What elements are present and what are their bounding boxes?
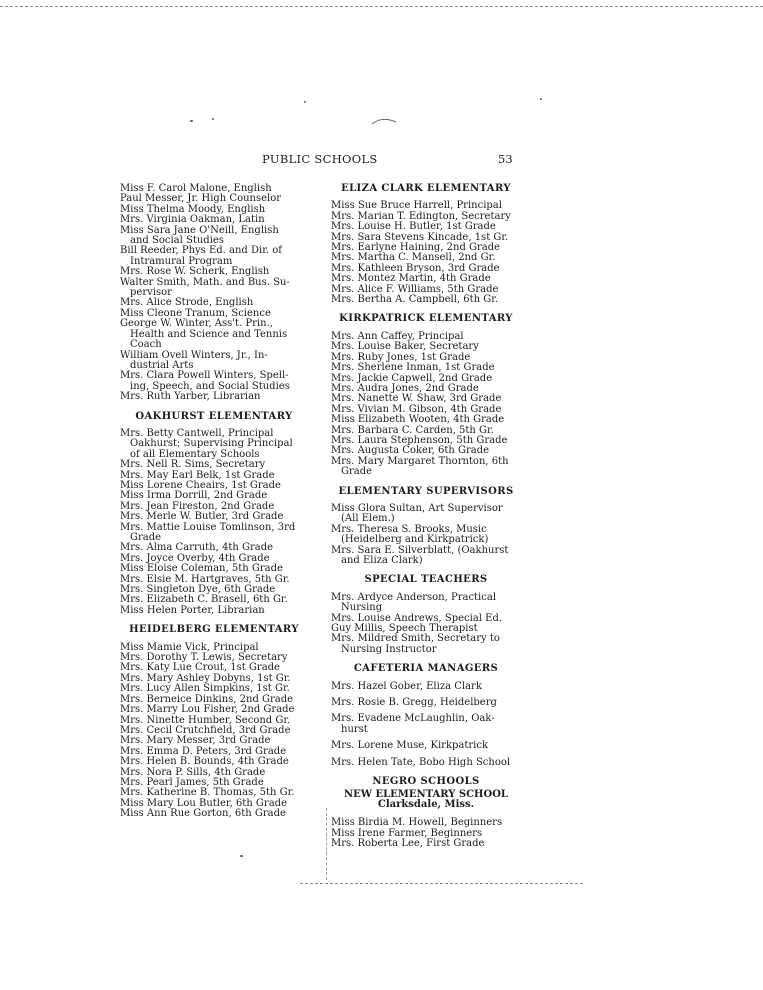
entry-line: Mrs. Elsie M. Hartgraves, 5th Gr. xyxy=(120,573,290,585)
entry-line: Miss Cleone Tranum, Science xyxy=(120,307,271,319)
entry-line: Mrs. Mary Ashley Dobyns, 1st Gr. xyxy=(120,672,291,684)
entry-line: Walter Smith, Math. and Bus. Su- xyxy=(120,276,290,288)
entry-line: Nursing Instructor xyxy=(341,643,437,655)
entry-line: Mrs. Marry Lou Fisher, 2nd Grade xyxy=(120,704,295,716)
section-heading-kirkpatrick: KIRKPATRICK ELEMENTARY xyxy=(339,313,513,325)
top-dashed-rule xyxy=(0,6,763,7)
kirkpatrick-staff-list xyxy=(331,332,521,478)
entry-line: Mrs. Evadene McLaughlin, Oak- xyxy=(331,713,495,725)
entry-line: Mrs. Alice Strode, English xyxy=(120,297,254,309)
entry-line: Mrs. Katy Lue Crout, 1st Grade xyxy=(120,662,280,674)
section-heading-cafeteria: CAFETERIA MANAGERS xyxy=(353,663,499,675)
entry-line: Mrs. Singleton Dye, 6th Grade xyxy=(120,584,276,596)
right-column xyxy=(331,184,521,850)
scan-speck xyxy=(304,101,306,103)
entry-line: Mrs. Jean Fireston, 2nd Grade xyxy=(120,500,275,512)
entry-line: Miss Helen Porter, Librarian xyxy=(120,604,265,616)
entry-line: Paul Messer, Jr. High Counselor xyxy=(120,193,282,205)
entry-line: Mrs. Theresa S. Brooks, Music xyxy=(331,523,487,535)
entry-line: Mrs. Bertha A. Campbell, 6th Gr. xyxy=(331,294,499,306)
entry-line: Guy Millis, Speech Therapist xyxy=(331,623,478,635)
entry-line: William Ovell Winters, Jr., In- xyxy=(120,349,268,361)
entry-line: Miss Glora Sultan, Art Supervisor xyxy=(331,502,503,514)
section-heading-negro-schools: NEGRO SCHOOLS xyxy=(372,776,480,788)
entry-line: Mrs. Katherine B. Thomas, 5th Gr. xyxy=(120,787,295,799)
entry-line: Nursing xyxy=(341,602,383,614)
entry-line: Mrs. Louise Baker, Secretary xyxy=(331,341,479,353)
entry-line: Mrs. Ruby Jones, 1st Grade xyxy=(331,351,471,363)
entry-line: Miss Lorene Cheairs, 1st Grade xyxy=(120,479,281,491)
entry-line: Mrs. Mary Messer, 3rd Grade xyxy=(120,735,271,747)
entry-line: Mrs. Ruth Yarber, Librarian xyxy=(120,391,261,403)
entry-line: Mrs. Nanette W. Shaw, 3rd Grade xyxy=(331,393,502,405)
heidelberg-staff-list xyxy=(120,643,308,820)
oakhurst-staff-list xyxy=(120,429,308,616)
bottom-dashed-rule xyxy=(300,883,583,884)
entry-line: Mrs. Dorothy T. Lewis, Secretary xyxy=(120,652,288,664)
entry-line: Mrs. Martha C. Mansell, 2nd Gr. xyxy=(331,252,496,264)
entry-line: Mrs. Nora P. Sills, 4th Grade xyxy=(120,766,266,778)
entry-line: Mrs. Ann Caffey, Principal xyxy=(331,330,464,342)
entry-line: Mrs. Clara Powell Winters, Spell- xyxy=(120,370,289,382)
entry-line: and Social Studies xyxy=(130,235,224,247)
entry-line: Mrs. Jackie Capwell, 2nd Grade xyxy=(331,372,493,384)
entry-line: Mrs. Vivian M. Gibson, 4th Grade xyxy=(331,403,502,415)
section-heading-special-teachers: SPECIAL TEACHERS xyxy=(364,574,488,586)
entry-line: Mrs. Sherlene Inman, 1st Grade xyxy=(331,362,495,374)
section-heading-heidelberg: HEIDELBERG ELEMENTARY xyxy=(129,624,299,636)
entry-line: Miss Sue Bruce Harrell, Principal xyxy=(331,200,502,212)
subheading-new-elementary: NEW ELEMENTARY SCHOOL xyxy=(344,788,508,800)
entry-line: Mrs. Rose W. Scherk, English xyxy=(120,266,270,278)
scan-speck xyxy=(190,120,193,122)
cafeteria-managers-list xyxy=(331,682,521,768)
entry-line: Mrs. Rosie B. Gregg, Heidelberg xyxy=(331,697,497,709)
entry-line: Mrs. Mildred Smith, Secretary to xyxy=(331,633,500,645)
entry-line: Mrs. Mattie Louise Tomlinson, 3rd xyxy=(120,521,296,533)
entry-line: Miss Mary Lou Butler, 6th Grade xyxy=(120,797,287,809)
entry-line: Mrs. Sara E. Silverblatt, (Oakhurst xyxy=(331,544,509,556)
entry-line: Mrs. Pearl James, 5th Grade xyxy=(120,776,264,788)
entry-line: dustrial Arts xyxy=(130,359,194,371)
entry-line: Mrs. Louise Andrews, Special Ed. xyxy=(331,612,503,624)
entry-line: Mrs. Betty Cantwell, Principal xyxy=(120,427,274,439)
entry-line: and Eliza Clark) xyxy=(341,555,423,566)
subheading-location: Clarksdale, Miss. xyxy=(377,798,475,810)
entry-line: Mrs. Emma D. Peters, 3rd Grade xyxy=(120,745,287,757)
entry-line: Mrs. Sara Stevens Kincade, 1st Gr. xyxy=(331,231,509,243)
entry-line: Mrs. Audra Jones, 2nd Grade xyxy=(331,382,479,394)
entry-line: Grade xyxy=(130,532,162,543)
entry-line: Miss Sara Jane O'Neill, English xyxy=(120,224,279,236)
supervisors-list xyxy=(331,504,521,566)
entry-line: hurst xyxy=(341,723,368,735)
left-column xyxy=(120,184,308,820)
entry-line: Miss Eloise Coleman, 5th Grade xyxy=(120,563,283,575)
entry-line: Mrs. Ninette Humber, Second Gr. xyxy=(120,714,291,726)
entry-line: Miss Elizabeth Wooten, 4th Grade xyxy=(331,414,505,426)
scan-speck xyxy=(240,855,243,857)
entry-line: Mrs. Helen B. Bounds, 4th Grade xyxy=(120,756,289,768)
entry-line: Miss Ann Rue Gorton, 6th Grade xyxy=(120,808,286,820)
entry-line: Mrs. Berneice Dinkins, 2nd Grade xyxy=(120,693,294,705)
section-heading-supervisors: ELEMENTARY SUPERVISORS xyxy=(338,485,514,497)
entry-line: Health and Science and Tennis xyxy=(130,328,288,340)
entry-line: Mrs. Cecil Crutchfield, 3rd Grade xyxy=(120,724,291,736)
running-head: PUBLIC SCHOOLS xyxy=(262,152,378,166)
entry-line: Mrs. Alice F. Williams, 5th Grade xyxy=(331,283,499,295)
entry-line: Intramural Program xyxy=(130,255,233,267)
entry-line: Bill Reeder, Phys Ed. and Dir. of xyxy=(120,245,282,257)
entry-line: Mrs. Louise H. Butler, 1st Grade xyxy=(331,221,496,233)
entry-line: Mrs. Mary Margaret Thornton, 6th xyxy=(331,455,509,467)
gutter-mark xyxy=(326,808,327,880)
entry-line: Mrs. Hazel Gober, Eliza Clark xyxy=(331,680,482,692)
entry-line: Miss Irene Farmer, Beginners xyxy=(331,827,483,839)
entry-line: Mrs. May Earl Belk, 1st Grade xyxy=(120,469,275,481)
entry-line: Mrs. Laura Stephenson, 5th Grade xyxy=(331,434,508,446)
entry-line: (Heidelberg and Kirkpatrick) xyxy=(341,534,489,546)
section-heading-oakhurst: OAKHURST ELEMENTARY xyxy=(135,410,293,422)
entry-line: Mrs. Lucy Allen Simpkins, 1st Gr. xyxy=(120,683,290,695)
entry-line: ing, Speech, and Social Studies xyxy=(130,380,290,392)
entry-line: Mrs. Roberta Lee, First Grade xyxy=(331,838,485,850)
entry-line: Mrs. Merle W. Butler, 3rd Grade xyxy=(120,511,284,523)
entry-line: Miss Irma Dorrill, 2nd Grade xyxy=(120,490,268,502)
entry-line: Mrs. Lorene Muse, Kirkpatrick xyxy=(331,740,489,752)
entry-line: Mrs. Elizabeth C. Brasell, 6th Gr. xyxy=(120,594,288,606)
entry-line: (All Elem.) xyxy=(341,513,395,525)
entry-line: Mrs. Augusta Coker, 6th Grade xyxy=(331,445,490,457)
entry-line: Grade xyxy=(341,466,373,478)
scan-speck xyxy=(540,98,542,100)
entry-line: George W. Winter, Ass't. Prin., xyxy=(120,318,273,330)
eliza-clark-staff-list xyxy=(331,201,521,305)
entry-line: Mrs. Montez Martin, 4th Grade xyxy=(331,273,491,285)
page-number: 53 xyxy=(498,152,513,166)
entry-line: Mrs. Marian T. Edington, Secretary xyxy=(331,210,511,222)
entry-line: Coach xyxy=(130,339,162,351)
special-teachers-list xyxy=(331,593,521,655)
entry-line: Mrs. Barbara C. Carden, 5th Gr. xyxy=(331,424,494,436)
entry-line: Mrs. Helen Tate, Bobo High School xyxy=(331,756,511,768)
entry-line: Mrs. Nell R. Sims, Secretary xyxy=(120,459,266,471)
entry-line: Miss Mamie Vick, Principal xyxy=(120,641,259,653)
entry-line: Mrs. Earlyne Haining, 2nd Grade xyxy=(331,242,501,254)
entry-line: Oakhurst; Supervising Principal xyxy=(130,438,293,450)
entry-line: Miss Thelma Moody, English xyxy=(120,203,266,215)
new-elementary-staff-list xyxy=(331,818,521,849)
entry-line: Mrs. Kathleen Bryson, 3rd Grade xyxy=(331,262,500,274)
entry-line: Mrs. Alma Carruth, 4th Grade xyxy=(120,542,274,554)
faculty-list-continued xyxy=(120,184,308,403)
entry-line: Mrs. Ardyce Anderson, Practical xyxy=(331,591,497,603)
entry-line: Miss F. Carol Malone, English xyxy=(120,183,272,194)
section-heading-eliza-clark: ELIZA CLARK ELEMENTARY xyxy=(341,183,511,194)
scan-speck xyxy=(212,118,214,120)
scan-mark xyxy=(370,116,398,126)
entry-line: Mrs. Joyce Overby, 4th Grade xyxy=(120,552,270,564)
entry-line: Miss Birdia M. Howell, Beginners xyxy=(331,817,503,829)
entry-line: Mrs. Virginia Oakman, Latin xyxy=(120,214,265,226)
entry-line: of all Elementary Schools xyxy=(130,448,260,460)
entry-line: pervisor xyxy=(130,287,172,299)
